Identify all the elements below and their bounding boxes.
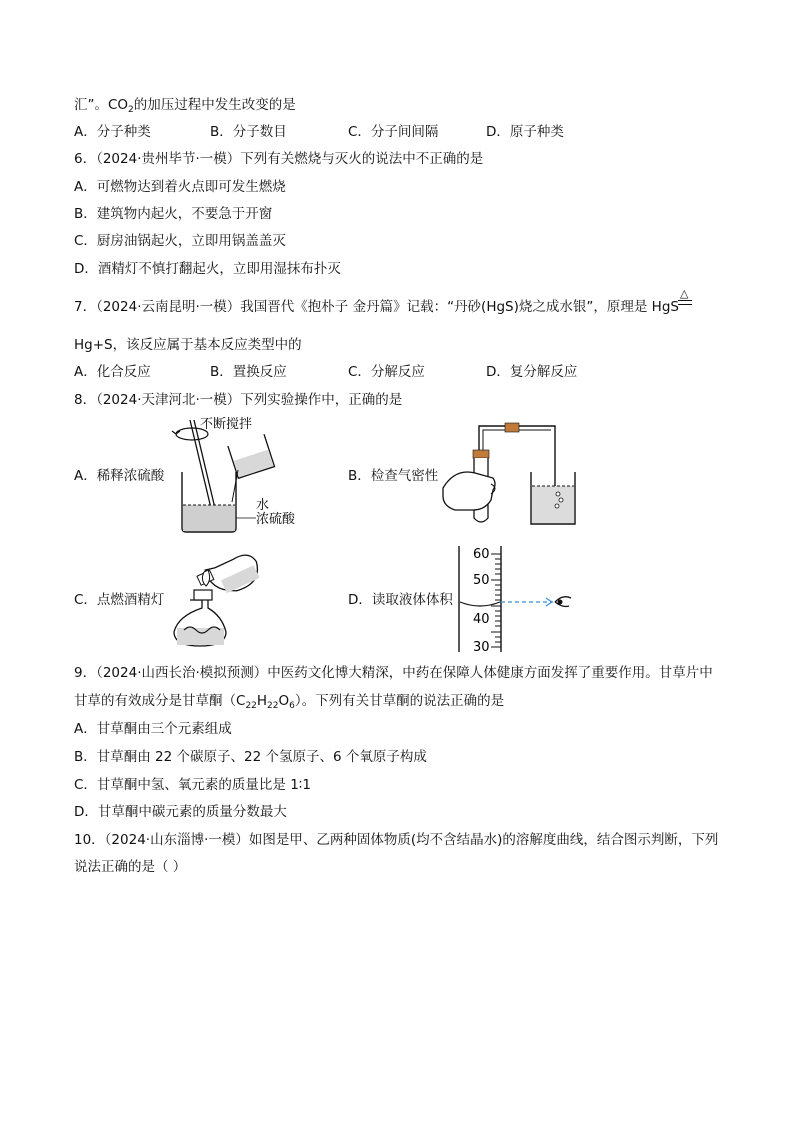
q8-option-a-label: A．稀释浓硫酸: [74, 468, 165, 484]
q9-stem-line1: 9．（2024·山西长治·模拟预测）中医药文化博大精深，中药在保障人体健康方面发挥了重要作用。甘草片中: [74, 665, 713, 681]
q8-figure-c: [160, 550, 270, 650]
q9-option-c: C．甘草酮中氢、氧元素的质量比是 1∶1: [74, 777, 311, 793]
q8-figD-tick-60: 60: [473, 547, 490, 562]
q5-option-c: C．分子间间隔: [348, 124, 439, 140]
q8-figure-a: [160, 410, 310, 535]
q6-option-c: C．厨房油锅起火，立即用锅盖盖灭: [74, 233, 286, 249]
q8-option-b-label: B．检查气密性: [348, 468, 439, 484]
q8-figA-acid-label: 浓硫酸: [256, 512, 296, 527]
q8-figA-water-label: 水: [256, 498, 270, 513]
q6-option-a: A．可燃物达到着火点即可发生燃烧: [74, 179, 286, 195]
q8-option-c-label: C．点燃酒精灯: [74, 592, 165, 608]
q7-option-d: D．复分解反应: [486, 364, 578, 380]
q8-option-d-label: D．读取液体体积: [348, 592, 453, 608]
q6-option-d: D．酒精灯不慎打翻起火，立即用湿抹布扑灭: [74, 261, 341, 277]
q5-stem: 汇”。$CO_2$的加压过程中发生改变的是: [74, 97, 296, 115]
q9-option-a: A．甘草酮由三个元素组成: [74, 721, 232, 737]
q7-equals-top: [678, 300, 692, 303]
q8-stem: 8．（2024·天津河北·一模）下列实验操作中，正确的是: [74, 392, 403, 408]
q5-option-a: A．分子种类: [74, 124, 151, 140]
q9-option-d: D．甘草酮中碳元素的质量分数最大: [74, 804, 287, 820]
q6-option-b: B．建筑物内起火，不要急于开窗: [74, 206, 273, 222]
q7-equals-bottom: [678, 304, 692, 307]
q7-heat-condition: △: [680, 287, 689, 300]
q7-option-a: A．化合反应: [74, 364, 151, 380]
q8-figD-tick-50: 50: [473, 573, 490, 588]
q9-option-b: B．甘草酮由 22 个碳原子、22 个氢原子、6 个氧原子构成: [74, 749, 427, 765]
q8-figure-b: [435, 418, 595, 530]
q7-option-b: B．置换反应: [210, 364, 287, 380]
q6-stem: 6．（2024·贵州毕节·一模）下列有关燃烧与灭火的说法中不正确的是: [74, 151, 484, 167]
q10-stem-line1: 10．（2024·山东淄博·一模）如图是甲、乙两种固体物质(均不含结晶水)的溶解度曲线，结合图示判断，下列: [74, 832, 719, 848]
q5-option-b: B．分子数目: [210, 124, 287, 140]
q8-figD-tick-40: 40: [473, 612, 490, 627]
q9-stem-line2: 甘草的有效成分是甘草酮$(C_{22}H_{22}O_6)$。下列有关甘草酮的说法正确的是: [74, 693, 505, 711]
q8-figure-d: [455, 540, 580, 655]
q7-option-c: C．分解反应: [348, 364, 425, 380]
q5-option-d: D．原子种类: [486, 124, 564, 140]
q10-stem-line2: 说法正确的是（ ）: [74, 859, 187, 875]
q8-figA-stir-label: 不断搅拌: [200, 417, 253, 432]
q8-figD-tick-30: 30: [473, 640, 490, 655]
q7-stem-line2: Hg+S，该反应属于基本反应类型中的: [74, 337, 302, 353]
q7-stem-line1: 7．（2024·云南昆明·一模）我国晋代《抱朴子 金丹篇》记载：“丹砂(HgS)烧之成水银”，原理是 HgS: [74, 299, 679, 315]
